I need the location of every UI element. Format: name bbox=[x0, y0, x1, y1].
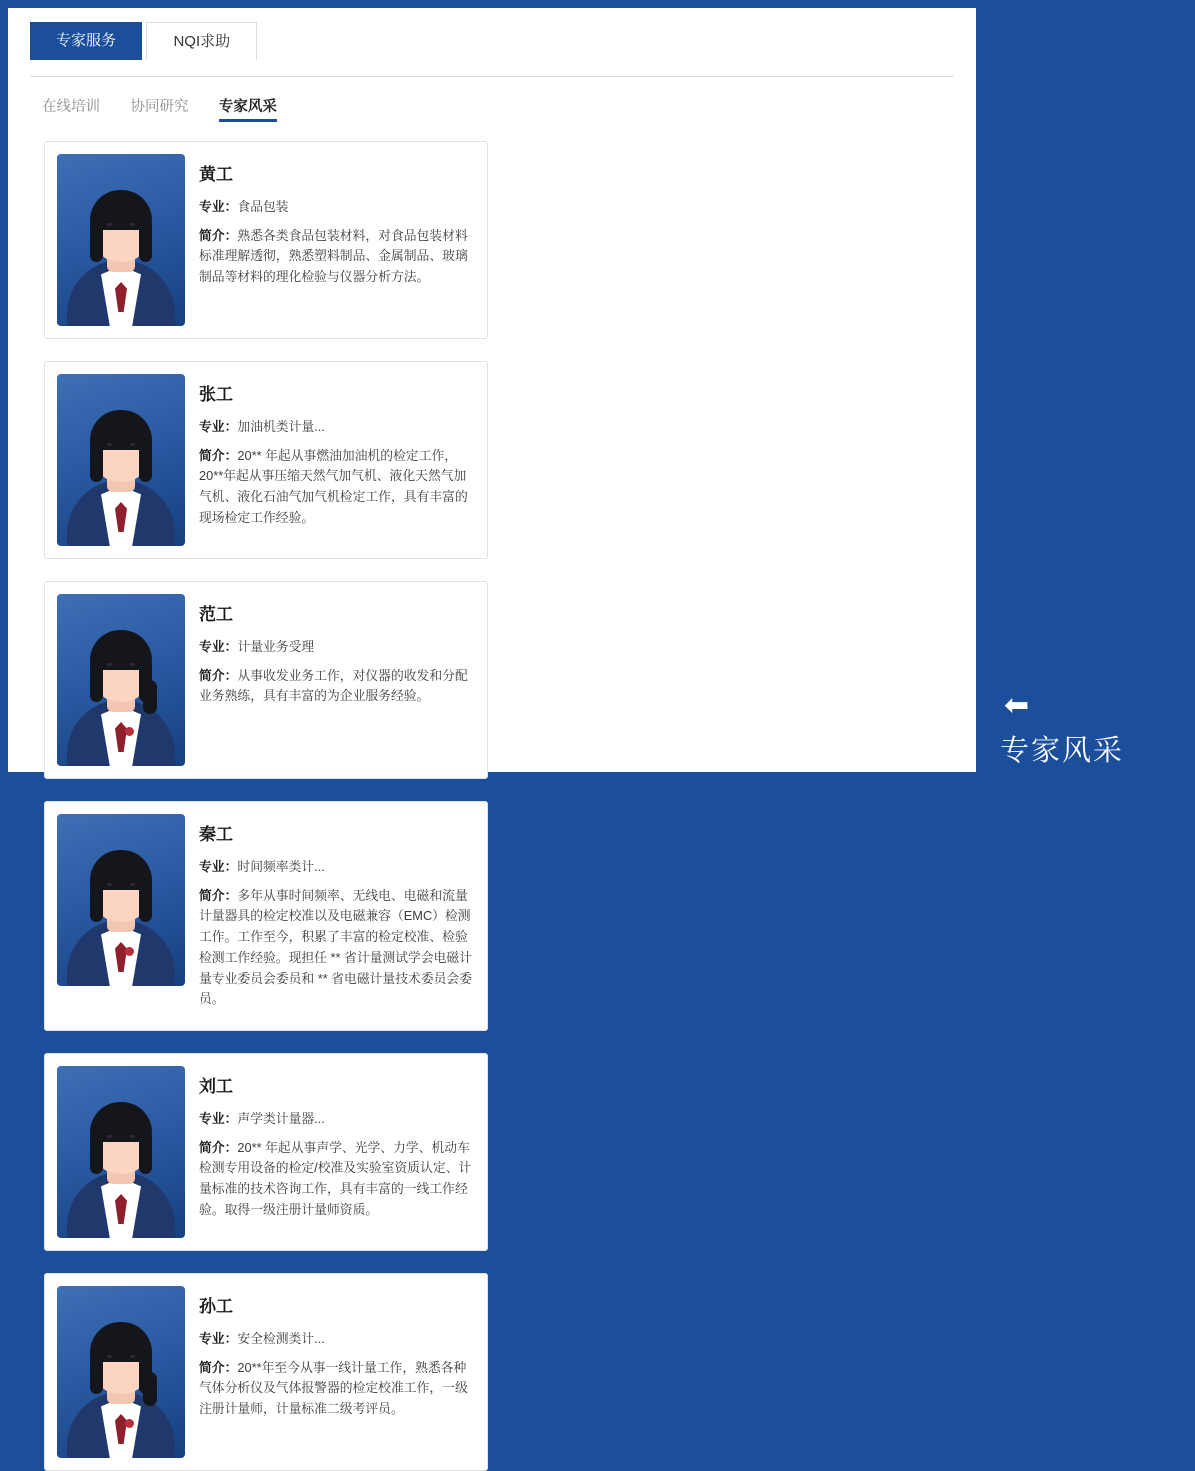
subtab-expert-showcase[interactable]: 专家风采 bbox=[219, 95, 277, 122]
intro-value: 20** 年起从事声学、光学、力学、机动车检测专用设备的检定/校准及实验室资质认定、计量标准的技术咨询工作，具有丰富的一线工作经验。取得一级注册计量师资质。 bbox=[199, 1139, 472, 1217]
major-value: 时间频率类计... bbox=[237, 859, 325, 874]
expert-major-row bbox=[199, 417, 475, 438]
avatar bbox=[57, 1286, 185, 1458]
avatar bbox=[57, 1066, 185, 1238]
intro-label: 简介： bbox=[199, 667, 238, 683]
subtab-collaborative-research[interactable]: 协同研究 bbox=[130, 99, 189, 115]
top-tab-bar bbox=[30, 22, 954, 77]
expert-card[interactable] bbox=[44, 1053, 488, 1251]
expert-major-row bbox=[199, 637, 475, 658]
intro-value: 从事收发业务工作，对仪器的收发和分配业务熟练，具有丰富的为企业服务经验。 bbox=[199, 667, 468, 704]
expert-intro-row bbox=[199, 1138, 475, 1221]
intro-value: 熟悉各类食品包装材料，对食品包装材料标准理解透彻，熟悉塑料制品、金属制品、玻璃制品等材料的理化检验与仪器分析方法。 bbox=[199, 227, 468, 285]
major-value: 计量业务受理 bbox=[237, 639, 315, 654]
expert-card[interactable] bbox=[44, 801, 488, 1031]
major-value: 安全检测类计... bbox=[237, 1331, 325, 1347]
intro-label: 简介： bbox=[199, 887, 238, 903]
expert-intro-row bbox=[199, 446, 475, 529]
expert-major-row bbox=[199, 857, 475, 878]
major-label: 专业： bbox=[199, 639, 238, 654]
expert-name: 秦工 bbox=[199, 825, 233, 844]
tab-expert-service[interactable]: 专家服务 bbox=[30, 22, 142, 60]
expert-name: 孙工 bbox=[199, 1297, 233, 1317]
content-panel bbox=[8, 8, 976, 1417]
major-label: 专业： bbox=[199, 199, 238, 214]
expert-name: 范工 bbox=[199, 605, 233, 624]
intro-label: 简介： bbox=[199, 1359, 238, 1375]
major-value: 声学类计量器... bbox=[237, 1111, 325, 1127]
avatar bbox=[57, 814, 185, 986]
sub-tab-bar bbox=[42, 95, 976, 125]
expert-card[interactable] bbox=[44, 141, 488, 339]
major-label: 专业： bbox=[199, 419, 238, 434]
tab-nqi-help[interactable]: NQI求助 bbox=[146, 22, 257, 60]
avatar bbox=[57, 594, 185, 766]
right-panel-title: 专家风采 bbox=[1000, 735, 1125, 767]
avatar bbox=[57, 154, 185, 326]
expert-intro-row bbox=[199, 886, 475, 1010]
expert-intro-row bbox=[199, 666, 475, 707]
intro-label: 简介： bbox=[199, 1139, 238, 1155]
expert-card[interactable] bbox=[44, 581, 488, 779]
intro-label: 简介： bbox=[199, 447, 238, 463]
expert-card-grid bbox=[44, 141, 946, 1471]
subtab-online-training[interactable]: 在线培训 bbox=[42, 99, 100, 115]
avatar bbox=[57, 374, 185, 546]
intro-label: 简介： bbox=[199, 227, 238, 243]
expert-major-row bbox=[199, 1109, 475, 1130]
intro-value: 20** 年起从事燃油加油机的检定工作，20**年起从事压缩天然气加气机、液化天然气加气机、液化石油气加气机检定工作，具有丰富的现场检定工作经验。 bbox=[199, 447, 468, 525]
major-label: 专业： bbox=[199, 1331, 238, 1347]
major-value: 加油机类计量... bbox=[237, 419, 325, 434]
intro-value: 多年从事时间频率、无线电、电磁和流量计量器具的检定校准以及电磁兼容（EMC）检测工作。工作至今，积累了丰富的检定校准、检验检测工作经验。现担任 ** 省计量测试学会电磁计量专业委员会委员和 ** 省电磁计量技术委员会委员。 bbox=[199, 887, 473, 1007]
major-value: 食品包装 bbox=[237, 199, 289, 214]
expert-name: 黄工 bbox=[199, 165, 233, 184]
expert-major-row bbox=[199, 1329, 475, 1350]
major-label: 专业： bbox=[199, 859, 238, 874]
left-arrow-icon[interactable]: ⬅ bbox=[1004, 689, 1030, 722]
expert-card[interactable] bbox=[44, 361, 488, 559]
expert-name: 张工 bbox=[199, 385, 233, 404]
expert-major-row bbox=[199, 197, 475, 218]
expert-intro-row bbox=[199, 1358, 475, 1420]
right-side-panel bbox=[976, 0, 1195, 788]
expert-name: 刘工 bbox=[199, 1077, 233, 1097]
major-label: 专业： bbox=[199, 1111, 238, 1127]
expert-intro-row bbox=[199, 226, 475, 288]
intro-value: 20**年至今从事一线计量工作，熟悉各种气体分析仪及气体报警器的检定校准工作，一级注册计量师，计量标准二级考评员。 bbox=[199, 1359, 468, 1417]
expert-card[interactable] bbox=[44, 1273, 488, 1471]
